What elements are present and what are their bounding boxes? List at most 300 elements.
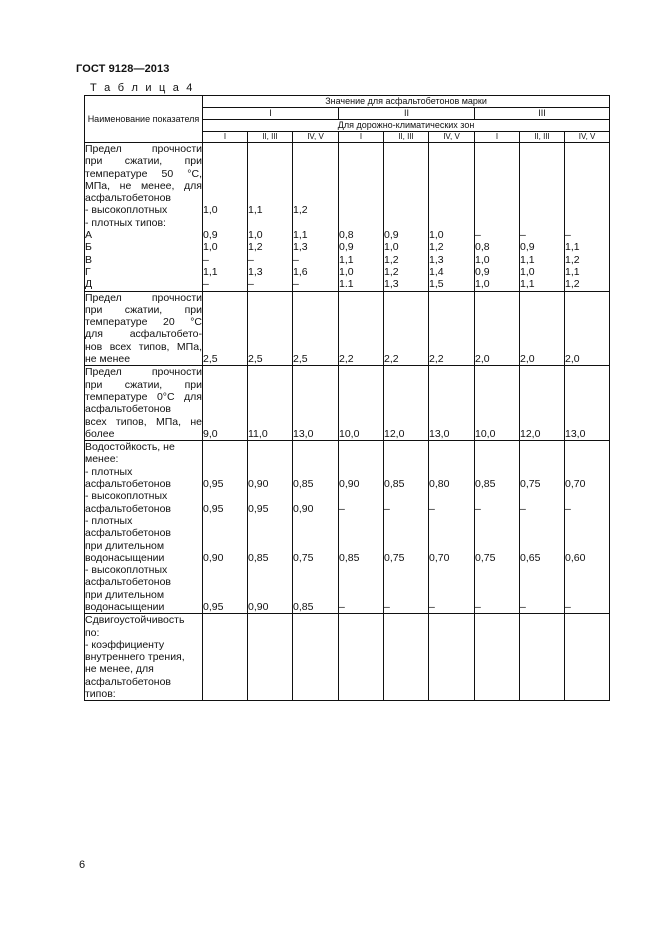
value-line: 0,8 <box>339 229 354 242</box>
value-line <box>475 614 519 626</box>
zone-header-cell: II, III <box>520 132 565 143</box>
value-line <box>475 490 519 502</box>
description-line: более <box>85 427 115 440</box>
property-description <box>85 366 203 441</box>
value-line <box>293 515 338 527</box>
value-line <box>429 527 474 539</box>
value-line: 1,2 <box>384 265 399 278</box>
value-line <box>203 564 247 576</box>
value-line: 1,0 <box>203 204 218 217</box>
zone-header: Для дорожно-климатических зон <box>203 120 610 132</box>
description-line: водонасыщении <box>85 600 165 613</box>
description-line: для асфальтобето- <box>85 328 202 341</box>
value-line: 0,9 <box>339 241 354 254</box>
value-line: 0,70 <box>565 478 586 491</box>
value-line: 1,2 <box>248 241 263 254</box>
value-line: 0,75 <box>384 551 405 564</box>
value-line <box>293 540 338 552</box>
value-cell <box>384 614 429 701</box>
value-line <box>248 143 292 155</box>
description-line: при сжатии, при <box>85 155 202 168</box>
value-line <box>429 217 474 229</box>
value-line <box>520 564 564 576</box>
value-line: 0,95 <box>203 478 224 491</box>
value-line <box>248 192 292 204</box>
value-line <box>293 155 338 167</box>
value-cell <box>293 291 339 366</box>
value-line <box>565 192 609 204</box>
value-line: – <box>384 502 390 515</box>
value-cell <box>565 614 610 701</box>
description-line: внутреннего трения, <box>85 651 185 664</box>
value-line <box>475 466 519 478</box>
value-line: 1,4 <box>429 265 444 278</box>
description-line: не менее, для <box>85 663 154 676</box>
value-cell <box>339 614 384 701</box>
value-cell <box>520 614 565 701</box>
value-line <box>429 589 474 601</box>
value-line: 13,0 <box>293 427 314 440</box>
description-line: температуре 20 °С <box>85 316 202 329</box>
value-line <box>565 589 609 601</box>
property-description <box>85 143 203 292</box>
value-line <box>475 155 519 167</box>
value-line <box>339 466 383 478</box>
value-line <box>520 589 564 601</box>
description-line: Б <box>85 241 92 254</box>
value-line: 0,90 <box>248 600 269 613</box>
value-line <box>203 155 247 167</box>
value-line: 2,2 <box>339 353 354 366</box>
value-line <box>339 441 383 453</box>
description-line: - высокоплотных <box>85 204 168 217</box>
zone-header-cell: II, III <box>384 132 429 143</box>
document-code: ГОСТ 9128—2013 <box>76 63 170 75</box>
value-line <box>339 217 383 229</box>
value-line <box>248 453 292 465</box>
value-line <box>384 168 428 180</box>
table-row <box>85 291 610 366</box>
value-line <box>293 490 338 502</box>
table-body <box>85 143 610 701</box>
value-cell <box>475 291 520 366</box>
value-line: 0,85 <box>475 478 496 491</box>
column-header-name: Наименование показателя <box>85 96 203 143</box>
value-line <box>429 614 474 626</box>
value-line: 0,9 <box>520 241 535 254</box>
value-line: 0,85 <box>384 478 405 491</box>
value-line <box>248 527 292 539</box>
description-line: водонасыщении <box>85 551 165 564</box>
value-cell <box>203 366 248 441</box>
value-line: 0,70 <box>429 551 450 564</box>
value-line: – <box>429 600 435 613</box>
value-line: 1,0 <box>203 241 218 254</box>
value-line: 1,0 <box>520 265 535 278</box>
value-cell <box>565 441 610 614</box>
value-line: 1,1 <box>293 229 308 242</box>
value-cell <box>339 441 384 614</box>
value-line <box>293 168 338 180</box>
value-line <box>565 466 609 478</box>
value-line: 1,0 <box>384 241 399 254</box>
value-line: 1,2 <box>384 253 399 266</box>
value-cell <box>339 366 384 441</box>
zone-header-cell: II, III <box>248 132 293 143</box>
description-line: менее: <box>85 453 119 466</box>
value-line <box>248 576 292 588</box>
value-line <box>248 168 292 180</box>
value-line <box>203 515 247 527</box>
value-line <box>293 527 338 539</box>
value-line: – <box>339 502 345 515</box>
description-line: Предел прочности <box>85 366 202 379</box>
value-line <box>565 540 609 552</box>
value-cell <box>429 291 475 366</box>
value-line: 10,0 <box>339 427 360 440</box>
property-description <box>85 614 203 701</box>
value-line: – <box>520 229 526 242</box>
value-line <box>293 466 338 478</box>
value-line <box>203 168 247 180</box>
description-line: - плотных типов: <box>85 216 166 229</box>
value-line <box>565 576 609 588</box>
value-cell <box>520 441 565 614</box>
properties-table <box>84 95 610 701</box>
value-cell <box>248 441 293 614</box>
value-line <box>520 441 564 453</box>
value-cell <box>339 143 384 292</box>
value-line: 0,90 <box>339 478 360 491</box>
description-line: по: <box>85 626 100 639</box>
value-line <box>520 466 564 478</box>
description-line: асфальтобетонов <box>85 527 172 540</box>
zone-header-cell: I <box>203 132 248 143</box>
value-line <box>565 155 609 167</box>
value-line <box>339 180 383 192</box>
value-line <box>475 180 519 192</box>
value-line <box>248 217 292 229</box>
value-cell <box>475 143 520 292</box>
value-cell <box>429 614 475 701</box>
description-line: асфальтобетонов <box>85 576 172 589</box>
value-line <box>565 453 609 465</box>
value-line: 13,0 <box>565 427 586 440</box>
value-line <box>339 576 383 588</box>
value-line: – <box>565 229 571 242</box>
value-line: – <box>293 253 299 266</box>
value-cell <box>248 291 293 366</box>
value-cell <box>293 441 339 614</box>
description-line: нов всех типов, МПа, <box>85 340 202 353</box>
value-line <box>565 515 609 527</box>
value-line <box>429 143 474 155</box>
value-line: 0,85 <box>248 551 269 564</box>
value-line: 1,0 <box>339 265 354 278</box>
value-line <box>475 204 519 216</box>
value-cell <box>248 366 293 441</box>
value-line <box>384 589 428 601</box>
table-row <box>85 614 610 701</box>
value-cell <box>384 291 429 366</box>
value-line: 1,0 <box>429 229 444 242</box>
value-line: – <box>475 229 481 242</box>
value-line <box>520 143 564 155</box>
value-line: 1,0 <box>475 253 490 266</box>
value-line: 2,5 <box>248 353 263 366</box>
description-line: - коэффициенту <box>85 638 165 651</box>
value-cell <box>475 366 520 441</box>
value-line: 2,0 <box>565 353 580 366</box>
value-line <box>384 515 428 527</box>
value-line: – <box>339 600 345 613</box>
value-line <box>293 441 338 453</box>
value-line <box>475 453 519 465</box>
description-line: асфальтобетонов <box>85 478 172 491</box>
value-line: 1,0 <box>475 278 490 291</box>
value-line: 0,60 <box>565 551 586 564</box>
value-line: – <box>384 600 390 613</box>
value-cell <box>429 143 475 292</box>
value-line <box>384 466 428 478</box>
value-line <box>384 453 428 465</box>
value-cell <box>520 291 565 366</box>
zone-header-cell: IV, V <box>429 132 475 143</box>
value-line <box>248 540 292 552</box>
value-line: – <box>565 502 571 515</box>
value-line: 1,0 <box>248 229 263 242</box>
value-line <box>429 540 474 552</box>
zone-header-cell: I <box>339 132 384 143</box>
value-line: 0,95 <box>203 600 224 613</box>
value-line <box>293 217 338 229</box>
value-cell <box>293 143 339 292</box>
value-line <box>429 204 474 216</box>
value-line <box>339 515 383 527</box>
value-line: 1.1 <box>339 278 354 291</box>
value-cell <box>293 614 339 701</box>
value-line <box>339 564 383 576</box>
description-line: всех типов, МПа, не <box>85 415 202 428</box>
value-line <box>429 466 474 478</box>
value-line: 0,9 <box>384 229 399 242</box>
description-line: Д <box>85 278 93 291</box>
value-cell <box>475 441 520 614</box>
value-line <box>339 614 383 626</box>
value-line <box>203 540 247 552</box>
description-line: - высокоплотных <box>85 564 168 577</box>
value-line: 1,1 <box>203 265 218 278</box>
value-line <box>520 217 564 229</box>
value-line: 1,2 <box>565 278 580 291</box>
value-line <box>429 576 474 588</box>
value-line <box>384 614 428 626</box>
value-line <box>565 614 609 626</box>
value-line <box>475 168 519 180</box>
description-line: Г <box>85 265 91 278</box>
value-line <box>293 143 338 155</box>
table-caption: Т а б л и ц а 4 <box>90 82 195 94</box>
value-cell <box>384 143 429 292</box>
value-line <box>203 180 247 192</box>
value-line: 0,85 <box>339 551 360 564</box>
value-line: – <box>248 253 254 266</box>
value-line: – <box>429 502 435 515</box>
value-cell <box>203 614 248 701</box>
value-line <box>429 180 474 192</box>
value-line: 12,0 <box>520 427 541 440</box>
value-line: 2,0 <box>520 353 535 366</box>
description-line: асфальтобетонов <box>85 675 172 688</box>
value-line <box>520 515 564 527</box>
value-line <box>565 204 609 216</box>
value-line <box>384 155 428 167</box>
value-line: 0,85 <box>293 478 314 491</box>
value-line <box>384 564 428 576</box>
value-line <box>248 515 292 527</box>
description-line: при длительном <box>85 588 165 601</box>
value-line <box>475 576 519 588</box>
value-line <box>475 143 519 155</box>
value-line <box>565 441 609 453</box>
value-line: 1,1 <box>565 241 580 254</box>
value-line <box>203 527 247 539</box>
value-line: – <box>475 600 481 613</box>
value-line: – <box>475 502 481 515</box>
value-line <box>429 564 474 576</box>
value-cell <box>248 143 293 292</box>
value-line: 0,9 <box>203 229 218 242</box>
value-line <box>293 614 338 626</box>
description-line: при длительном <box>85 539 165 552</box>
value-line <box>248 490 292 502</box>
description-line: при сжатии, при <box>85 378 202 391</box>
value-cell <box>203 441 248 614</box>
value-line <box>339 204 383 216</box>
value-line: 1,1 <box>520 253 535 266</box>
description-line: - плотных <box>85 514 133 527</box>
value-line: 1,3 <box>248 265 263 278</box>
description-line: Сдвигоустойчивость <box>85 614 185 627</box>
column-header-values: Значение для асфальтобетонов марки <box>203 96 610 108</box>
description-line: асфальтобетонов <box>85 192 172 205</box>
value-cell <box>384 441 429 614</box>
description-line: В <box>85 253 93 266</box>
value-line: – <box>520 502 526 515</box>
description-line: - плотных <box>85 465 133 478</box>
value-line <box>203 192 247 204</box>
value-line <box>429 441 474 453</box>
value-line <box>339 589 383 601</box>
value-line <box>384 441 428 453</box>
value-line: 9,0 <box>203 427 218 440</box>
value-line <box>565 143 609 155</box>
value-line: 0,9 <box>475 265 490 278</box>
value-line: 12,0 <box>384 427 405 440</box>
value-line: 0,90 <box>203 551 224 564</box>
value-line <box>565 527 609 539</box>
value-line: – <box>248 278 254 291</box>
value-line <box>203 453 247 465</box>
value-line: – <box>565 600 571 613</box>
value-line <box>339 192 383 204</box>
value-line <box>293 453 338 465</box>
value-line: 0,95 <box>203 502 224 515</box>
value-cell <box>429 366 475 441</box>
value-line <box>293 589 338 601</box>
value-line <box>429 515 474 527</box>
value-line <box>339 540 383 552</box>
description-line: температуре 0°С для <box>85 390 202 403</box>
value-line <box>429 453 474 465</box>
property-description <box>85 291 203 366</box>
value-line <box>520 204 564 216</box>
value-line <box>429 168 474 180</box>
value-line: 0,85 <box>293 600 314 613</box>
value-line <box>429 192 474 204</box>
value-line: 1,2 <box>565 253 580 266</box>
value-line <box>384 192 428 204</box>
value-cell <box>339 291 384 366</box>
value-line: 1,3 <box>384 278 399 291</box>
value-line: 0,80 <box>429 478 450 491</box>
value-line: – <box>520 600 526 613</box>
value-line <box>384 143 428 155</box>
value-line: 0,75 <box>293 551 314 564</box>
value-line <box>475 217 519 229</box>
value-line: 2,0 <box>475 353 490 366</box>
value-line <box>520 155 564 167</box>
grade-header-2: II <box>339 108 475 120</box>
property-description <box>85 441 203 614</box>
zone-header-cell: IV, V <box>293 132 339 143</box>
value-line <box>203 490 247 502</box>
page-number: 6 <box>79 859 86 871</box>
value-line: 1,6 <box>293 265 308 278</box>
value-line <box>293 576 338 588</box>
value-line: 2,5 <box>293 353 308 366</box>
value-cell <box>565 291 610 366</box>
value-line <box>293 180 338 192</box>
value-cell <box>384 366 429 441</box>
value-line <box>203 466 247 478</box>
value-line: 0,65 <box>520 551 541 564</box>
description-line: Предел прочности <box>85 291 202 304</box>
value-line <box>520 168 564 180</box>
description-line: МПа, не менее, для <box>85 179 202 192</box>
value-line: 1,2 <box>293 204 308 217</box>
value-line <box>384 217 428 229</box>
value-line <box>475 589 519 601</box>
value-line <box>203 217 247 229</box>
value-cell <box>293 366 339 441</box>
value-line <box>520 614 564 626</box>
table-row <box>85 441 610 614</box>
value-line <box>565 564 609 576</box>
value-cell <box>203 291 248 366</box>
zone-header-cell: IV, V <box>565 132 610 143</box>
value-line: 0,75 <box>475 551 496 564</box>
value-line <box>293 564 338 576</box>
value-line: 11,0 <box>248 427 268 440</box>
value-line: 13,0 <box>429 427 450 440</box>
value-line: 1,1 <box>339 253 354 266</box>
value-line <box>565 217 609 229</box>
value-line <box>339 453 383 465</box>
value-line: – <box>203 253 209 266</box>
value-line: 0,90 <box>248 478 269 491</box>
description-line: Предел прочности <box>85 143 202 155</box>
